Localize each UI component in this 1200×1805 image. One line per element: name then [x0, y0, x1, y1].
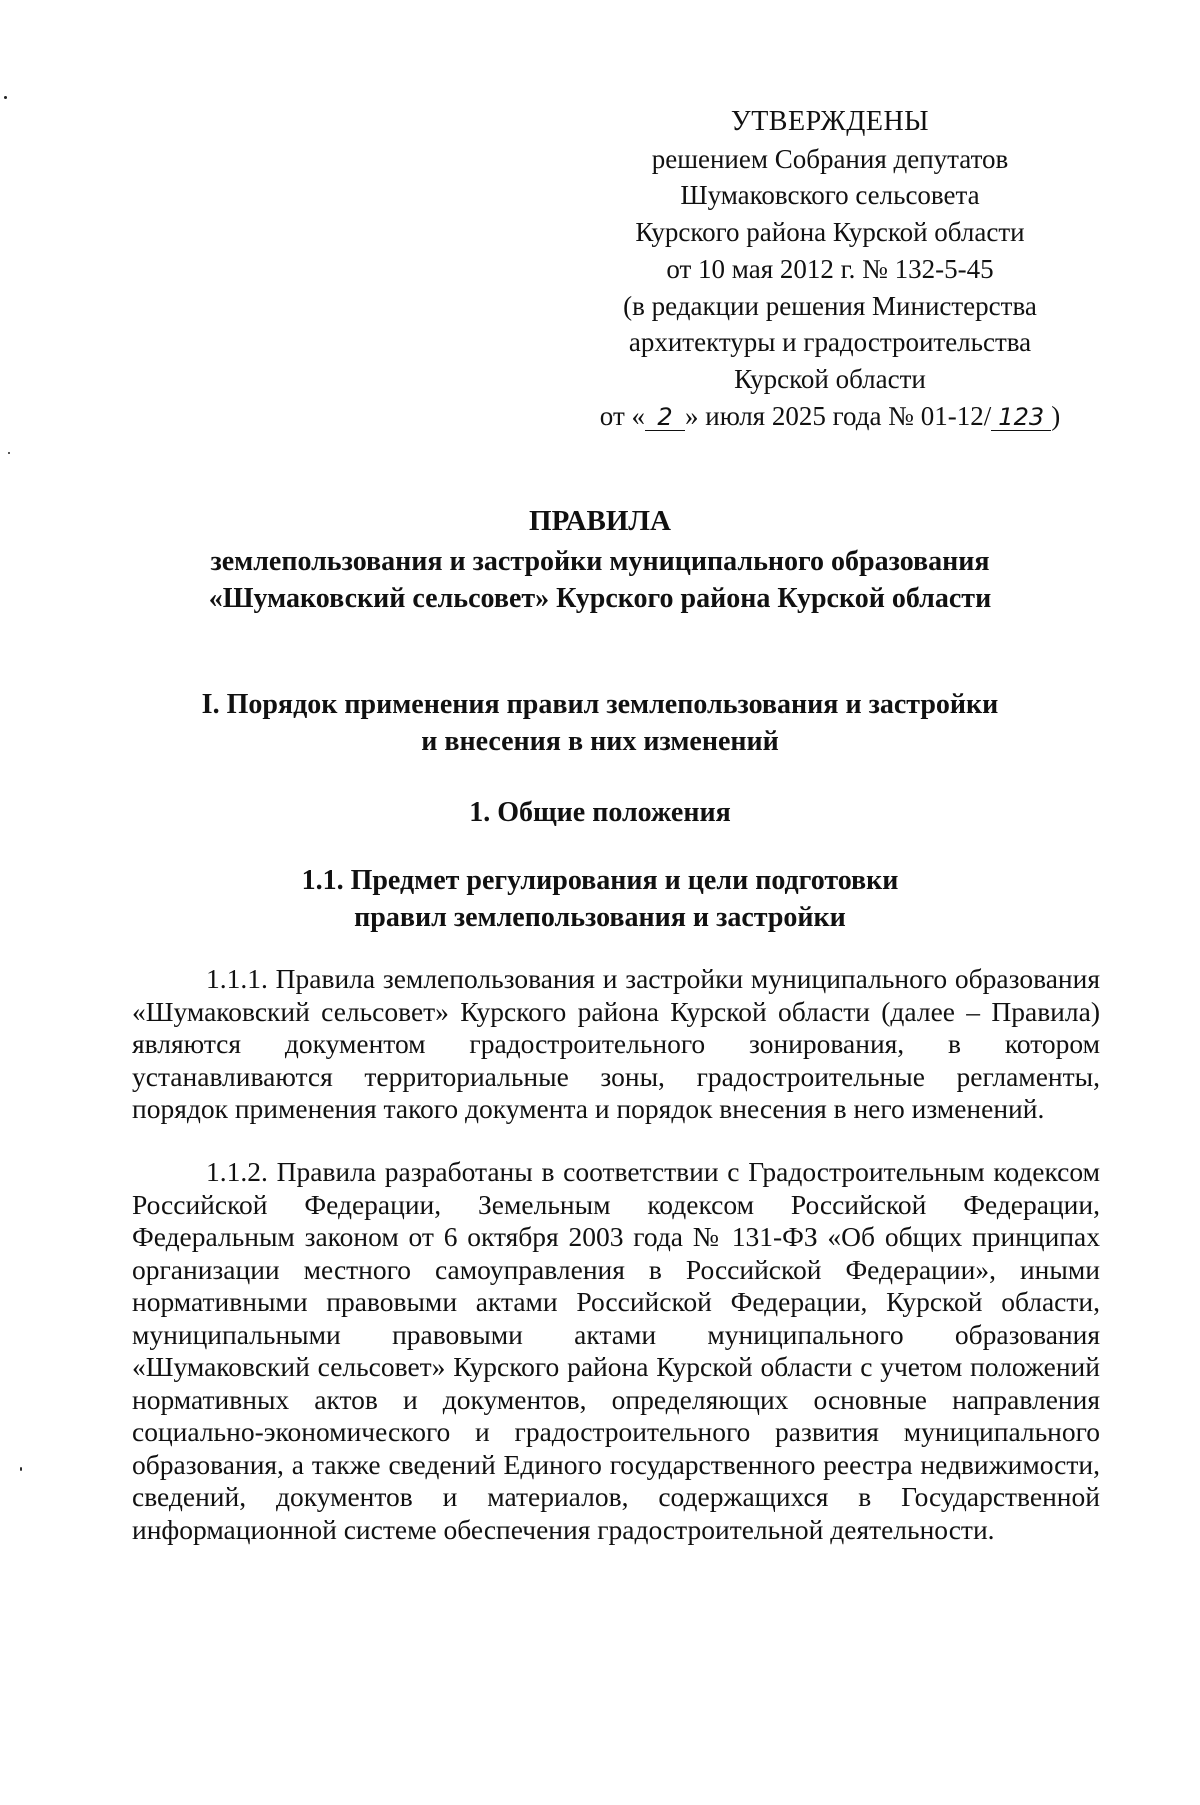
chapter-heading-line: и внесения в них изменений — [421, 726, 779, 757]
approval-date-prefix: от « — [599, 400, 645, 431]
subsection-heading-line: правил землепользования и застройки — [354, 902, 846, 933]
scan-speck — [4, 96, 7, 99]
subsection-heading — [100, 862, 1100, 936]
approval-date-middle: » июля 2025 года № 01-12/ — [685, 400, 992, 431]
scan-speck — [20, 1467, 22, 1471]
paragraph-text: Правила землепользования и застройки муниципального образования «Шумаковский сельсовет» Курского района Курской области (далее – Правила) являются документом градостроительного зонирования, в котором устанавливаются территориальные зоны, градостроительные регламенты, порядок применения такого документа и порядок внесения в него изменений. — [132, 963, 1100, 1124]
approval-line: Курского района Курской области — [635, 217, 1025, 248]
handwritten-day: 2 — [645, 404, 685, 431]
approval-line: Шумаковского сельсовета — [680, 180, 980, 211]
subtitle-line: «Шумаковский сельсовет» Курского района Курской области — [208, 583, 992, 614]
paragraph-number: 1.1.1. — [206, 963, 268, 994]
chapter-heading — [100, 686, 1100, 760]
subsection-heading-line: 1.1. Предмет регулирования и цели подготовки — [301, 865, 899, 896]
paragraph — [132, 1156, 1100, 1546]
approval-line: архитектуры и градостроительства — [628, 327, 1032, 358]
approval-line: от 10 мая 2012 г. № 132-5-45 — [666, 253, 994, 284]
section-heading — [100, 794, 1100, 831]
chapter-heading-line: I. Порядок применения правил землепользования и застройки — [201, 689, 999, 720]
paragraph-block — [132, 1156, 1100, 1546]
paragraph-block — [132, 963, 1100, 1126]
approval-line: Курской области — [734, 363, 926, 394]
paragraph-text: Правила разработаны в соответствии с Градостроительным кодексом Российской Федерации, Земельным кодексом Российской Федерации, Федеральным законом от 6 октября 2003 года № 131-ФЗ «Об общих принципах организации местного самоуправления в Российской Федерации», иными нормативными правовыми актами Российской Федерации, Курской области, муниципальными правовыми актами муниципального образования «Шумаковский сельсовет» Курского района Курской области с учетом положений нормативных актов и документов, определяющих основные направления социально-экономического и градостроительного развития муниципального образования, а также сведений Единого государственного реестра недвижимости, сведений, документов и материалов, содержащихся в Государственной информационной системе обеспечения градостроительной деятельности. — [132, 1156, 1101, 1545]
approval-block — [560, 104, 1100, 434]
document-title: ПРАВИЛА — [529, 505, 671, 537]
approval-date-suffix: ) — [1051, 400, 1061, 431]
section-heading-text: 1. Общие положения — [469, 797, 731, 828]
paragraph — [132, 963, 1100, 1126]
approval-heading: УТВЕРЖДЕНЫ — [730, 106, 930, 137]
document-subtitle — [100, 543, 1100, 617]
handwritten-number: 123 — [991, 404, 1051, 431]
scan-speck — [8, 452, 10, 454]
approval-line: (в редакции решения Министерства — [623, 290, 1037, 321]
approval-line: решением Собрания депутатов — [651, 143, 1009, 174]
paragraph-number: 1.1.2. — [206, 1156, 268, 1187]
approval-date-line — [560, 398, 1100, 435]
subtitle-line: землепользования и застройки муниципального образования — [210, 546, 990, 577]
